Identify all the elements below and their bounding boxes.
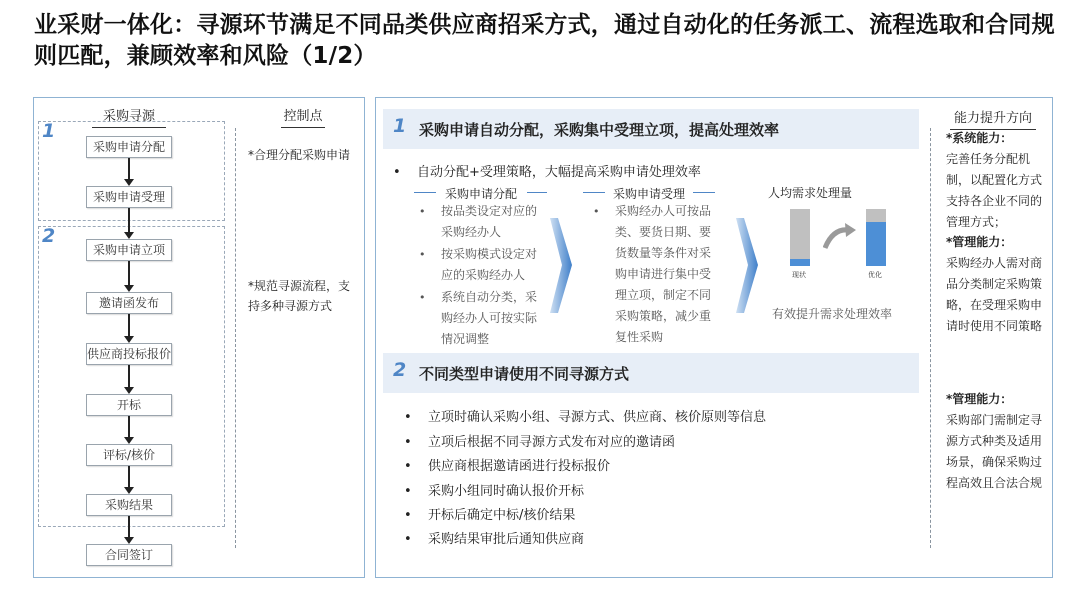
flow-arrow (128, 261, 130, 286)
capability-block-2 (946, 232, 1050, 337)
step-bid-evaluation: 评标/核价 (86, 444, 172, 466)
capability-block-3 (946, 389, 1050, 494)
section-2-bullet-5: • 开标后确定中标/核价结果 (404, 508, 576, 523)
capability-block-3-heading: *管理能力： (946, 392, 1013, 406)
sub-head-line (583, 192, 605, 193)
chart-title: 人均需求处理量 (768, 186, 853, 200)
bar-current (790, 259, 810, 266)
section-2-number: 2 (393, 359, 407, 381)
flow-arrow (128, 208, 130, 233)
capability-block-1-text: 完善任务分配机制，以配置化方式支持各企业不同的管理方式； (946, 152, 1043, 229)
capability-block-2-heading: *管理能力： (946, 235, 1013, 249)
chevron-right-icon (550, 218, 572, 313)
sub-head-line (414, 192, 436, 193)
control-point-1: *合理分配采购申请 (248, 148, 351, 162)
sub-head-line (527, 192, 547, 193)
section-2-title: 不同类型申请使用不同寻源方式 (419, 365, 630, 383)
section-1-bullet: • 自动分配+受理策略，大幅提高采购申请处理效率 (393, 165, 701, 180)
bar-label: 优化 (868, 271, 882, 279)
capability-block-1 (946, 128, 1050, 233)
allocation-item-3: • 系统自动分类，采购经办人可按实际情况调整 (419, 290, 538, 346)
step-bid-opening: 开标 (86, 394, 172, 416)
capability-block-3-text: 采购部门需制定寻源方式种类及适用场景，确保采购过程高效且合法合规 (946, 413, 1043, 490)
flow-arrow (128, 516, 130, 538)
section-2-header (383, 353, 919, 393)
bar-background (790, 209, 810, 266)
section-1-number: 1 (393, 115, 407, 137)
step-procurement-result: 采购结果 (86, 494, 172, 516)
step-supplier-bidding: 供应商投标报价 (86, 343, 172, 365)
section-1-header (383, 109, 919, 149)
step-group-2-number: 2 (42, 225, 56, 247)
chart-caption: 有效提升需求处理效率 (772, 307, 893, 321)
section-1-title: 采购申请自动分配，采购集中受理立项，提高处理效率 (419, 121, 780, 139)
column-divider (235, 128, 236, 548)
step-request-allocation: 采购申请分配 (86, 136, 172, 158)
step-group-1-number: 1 (42, 120, 56, 142)
flow-arrow (128, 416, 130, 438)
chevron-right-icon (736, 218, 758, 313)
step-project-initiation: 采购申请立项 (86, 239, 172, 261)
flow-arrow (128, 314, 130, 337)
section-2-bullet-3: • 供应商根据邀请函进行投标报价 (404, 459, 611, 474)
control-column-header: 控制点 (281, 105, 325, 124)
sub-head-line (693, 192, 715, 193)
section-2-bullet-1: • 立项时确认采购小组、寻源方式、供应商、核价原则等信息 (404, 410, 767, 425)
flow-arrow (128, 365, 130, 388)
step-group-2 (38, 226, 225, 527)
flow-arrow (128, 466, 130, 488)
sourcing-column-header: 采购寻源 (92, 105, 166, 124)
section-2-bullet-4: • 采购小组同时确认报价开标 (404, 484, 585, 499)
allocation-item-2: • 按采购模式设定对应的采购经办人 (419, 247, 538, 282)
curved-arrow-icon (823, 222, 857, 250)
acceptance-item: • 采购经办人可按品类、要货日期、要货数量等条件对采购申请进行集中受理立项，制定不同采购策略，减少重复性采购 (593, 204, 712, 344)
capability-block-2-text: 采购经办人需对商品分类制定采购策略，在受理采购申请时使用不同策略 (946, 256, 1043, 333)
section-2-bullet-6: • 采购结果审批后通知供应商 (404, 532, 585, 547)
bar-optimized (866, 222, 886, 266)
step-request-acceptance: 采购申请受理 (86, 186, 172, 208)
allocation-item-1: • 按品类设定对应的采购经办人 (419, 204, 538, 239)
flow-arrow (128, 158, 130, 180)
page-title: 业采财一体化：寻源环节满足不同品类供应商招采方式，通过自动化的任务派工、流程选取和合同规则匹配，兼顾效率和风险（1/2） (34, 12, 1055, 69)
step-contract-signing: 合同签订 (86, 544, 172, 566)
section-2-bullet-2: • 立项后根据不同寻源方式发布对应的邀请函 (404, 435, 676, 450)
sub-head-acceptance: 采购申请受理 (613, 187, 686, 201)
bar-label: 现状 (792, 271, 806, 279)
control-point-2: *规范寻源流程，支持多种寻源方式 (248, 279, 351, 313)
column-divider (930, 128, 931, 548)
capability-block-1-heading: *系统能力： (946, 131, 1013, 145)
step-invitation-release: 邀请函发布 (86, 292, 172, 314)
capability-column-header: 能力提升方向 (950, 107, 1036, 126)
sub-head-allocation: 采购申请分配 (445, 187, 518, 201)
